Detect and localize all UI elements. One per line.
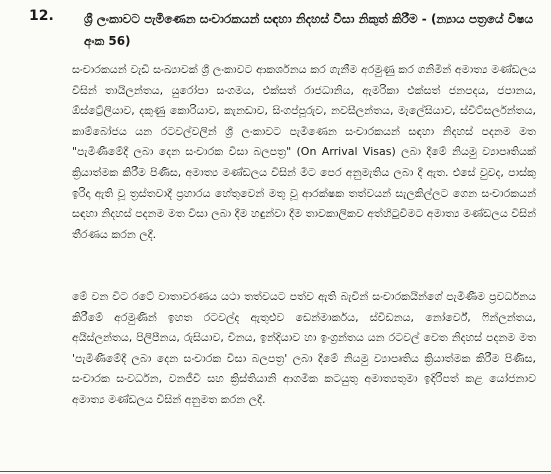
paragraph: මේ වන විට රටේ වාතාවරණය යථා තත්වයට පත්ව ඇති බැවින් සංචාරකයින්ගේ පැමිණීම ප්‍රවර්ධනය කිරීමේ අරමුණින් ඉහත රටවල්ද ඇතුළුව ඩෙන්මාර්කය, ස්වීඩනය, නෝර්වේ, ෆින්ලන්තය, අයිස්ලන්තය, පිලිපීනය, රුසියාව, චීනය, ඉන්දියාව හා ඉංග්‍රන්තය යන රටවල් වෙත නිදහස් පදනම මත 'පැමිණීමේදී ලබා දෙන සංචාරක වීසා බලපත්‍ර' ලබා දීමේ නියමු ව්‍යාපෘතිය ක්‍රියාත්මක කිරීම පිණිස, සංචාරක සංවර්ධන, වනජීවී සහ ක්‍රිස්තියානි ආගමික කටයුතු අමාත්‍යතුමා ඉදිරිපත් කළ යෝජනාව අමාත්‍ය මණ්ඩලය විසින් අනුමත කරන ලදී. — [72, 290, 536, 406]
page-edge-divider — [0, 471, 551, 472]
item-title: ශ්‍රී ලංකාවට පැමිණෙන සංචාරකයන් සඳහා නිදහස් වීසා නිකුත් කිරීම - (න්‍යාය පත්‍රයේ විෂය අංක 56) — [84, 12, 534, 48]
paragraph: සංචාරකයන් වැඩි සංඛ්‍යාවක් ශ්‍රී ලංකාවට ආකර්ශනය කර ගැනීම අරමුණු කර ගනිමින් අමාත්‍ය මණ්ඩලය විසින් තායිලන්තය, යුරෝපා සංගමය, එක්සත් රාජධානිය, ඇමරිකා එක්සත් ජනපදය, ජපානය, ඕස්ට්‍රේලියාව, දකුණු කොරියාව, කැනඩාව, සිංගප්පූරුව, නවසීලන්තය, මැලේසියාව, ස්විට්සර්ලන්තය, කාම්බෝජය යන රටවල්වලින් ශ්‍රී ලංකාවට පැමිණෙන සංචාරකයන් සඳහා නිදහස් පදනම මත "පැමිණීමේදී ලබා දෙන සංචාරක වීසා බලපත්‍ර" (On Arrival Visas) ලබා දීමේ නියමු ව්‍යාපෘතියක් ක්‍රියාත්මක කිරීම පිණිස, අමාත්‍ය මණ්ඩලය විසින් මීට පෙර අනුමැතිය ලබා දී ඇත. එසේ වුවද, පාස්කු ඉරිදා ඇති වූ ත්‍රස්තවාදී ප්‍රහාරය හේතුවෙන් මතු වූ ආරක්ෂක තත්වයන් සැලකිල්ලට ගෙන සංචාරකයන් සඳහා නිදහස් පදනම මත වීසා ලබා දීම හඳුන්වා දීම තාවකාලිකව අත්හිටුවීමට අමාත්‍ය මණ්ඩලය විසින් තීරණය කරන ලදී. — [72, 63, 536, 241]
item-number: 12. — [29, 8, 54, 24]
